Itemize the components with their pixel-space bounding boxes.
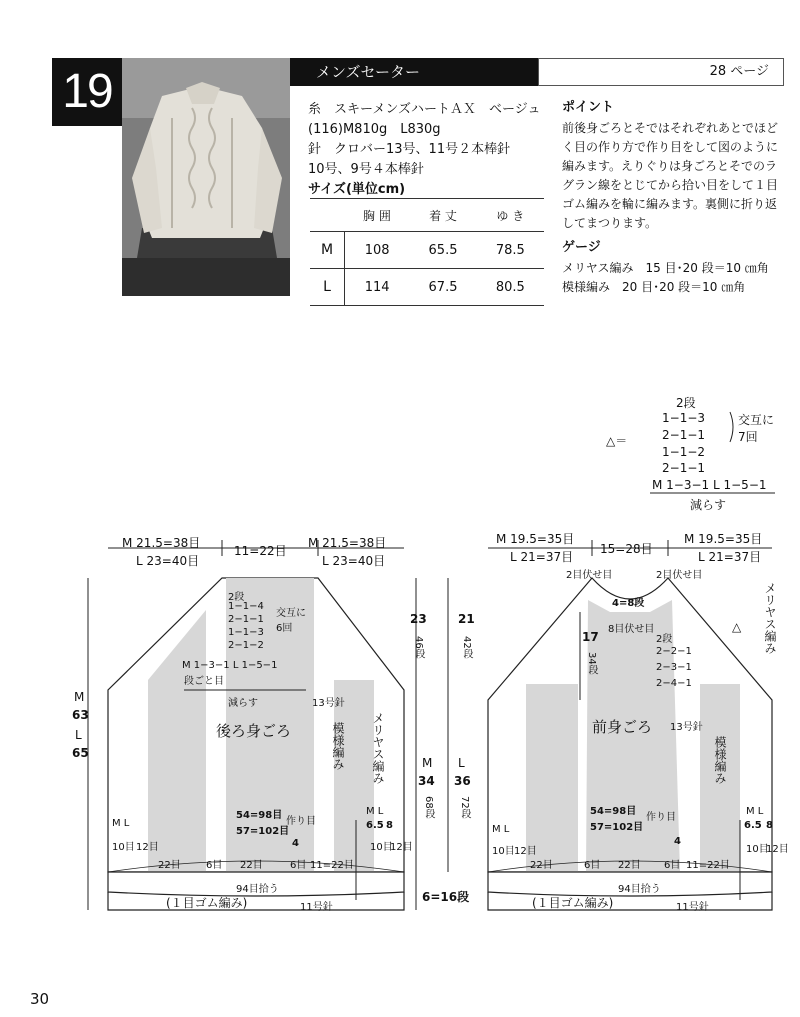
back-left-side-st: 12目 [136,842,159,853]
front-left-side-label: M L [492,824,510,835]
size-sleeve: 80.5 [477,269,544,306]
front-neck-dec: 2−4−1 [656,678,692,689]
front-bind-left: 2目伏せ目 [566,570,613,581]
tri-rows: 2段 [676,396,696,410]
back-stockinette-label: メリヤス編み [371,712,385,784]
back-bottom-seg: 6目 [290,860,307,871]
back-dec: 2−1−2 [228,640,264,651]
size-sleeve: 78.5 [477,232,544,269]
back-dec-final: M 1−3−1 L 1−5−1 [182,660,278,671]
back-height-l: L [75,728,82,742]
gauge-pattern: 模様編み 20 目･20 段＝10 ㎝角 [562,280,746,294]
raglan-m: 23 [410,612,427,626]
back-side-m: 6.5 [366,820,384,831]
back-cast-note: 作り目 [286,816,316,827]
size-header-sleeve: ゆ き [477,199,544,232]
back-top-left-m: M 21.5=38目 [122,536,201,550]
size-chest: 114 [345,269,410,306]
yarn-line: 糸 スキーメンズハートＡＸ ベージュ [308,102,541,117]
raglan-l: 21 [458,612,475,626]
front-needle-11: 11号針 [676,902,709,913]
front-rib-label: (１目ゴム編み) [532,896,614,910]
back-height-m-val: 63 [72,708,89,722]
front-side-m: 6.5 [744,820,762,831]
front-body-title: 前身ごろ [592,718,653,736]
size-length: 67.5 [409,269,476,306]
front-cast-l: 57=102目 [590,822,644,833]
size-label: サイズ(単位cm) [308,182,406,197]
front-bind-right: 2目伏せ目 [656,570,703,581]
front-bottom-seg: 11=22目 [686,860,730,871]
page-reference: 28 ページ [538,58,784,86]
tri-step: 2−1−1 [662,428,706,442]
raglan-l-rows: 42段 [461,636,472,659]
back-pick-up: 94目拾う [236,884,279,895]
triangle-symbol: △＝ [606,434,628,448]
back-top-center: 11=22目 [234,544,287,558]
page-number: 30 [30,990,50,1008]
back-dec-decrease: 減らす [228,698,258,709]
front-cast-note: 作り目 [646,812,676,823]
back-top-right-l: L 23=40目 [322,554,386,568]
tri-step: 1−1−2 [662,445,706,459]
back-pattern-label: 模様編み [331,722,345,770]
back-rib-label: (１目ゴム編み) [166,896,248,910]
back-dec-rows: 段ごと目 [184,676,224,687]
front-side-l: 8 [766,820,773,831]
body-l-label: L [458,756,465,770]
front-bottom-seg: 6目 [584,860,601,871]
back-top-right-m: M 21.5=38目 [308,536,387,550]
body-l: 36 [454,774,471,788]
size-name: M [310,232,345,269]
body-m-label: M [422,756,433,770]
point-line: く目の作り方で作り目をして図のように [562,140,779,154]
tri-step: 1−1−3 [662,411,706,425]
front-pattern-label: 模様編み [713,736,727,784]
front-bottom-seg: 22目 [618,860,641,871]
back-right-side-st: 12目 [390,842,413,853]
back-height-m: M [74,690,85,704]
back-dec: 2−1−1 [228,614,264,625]
back-side-l: 8 [386,820,393,831]
back-cast-m: 54=98目 [236,810,283,821]
tri-final: M 1−3−1 L 1−5−1 [652,478,767,492]
back-left-side-st: 10目 [112,842,135,853]
front-triangle: △ [732,620,742,634]
point-line: 前後身ごろとそではそれぞれあとでほど [562,121,779,135]
tri-decrease: 減らす [690,498,727,512]
size-chest: 108 [345,232,410,269]
back-mid-4: 4 [292,838,299,849]
back-needle-13: 13号針 [312,698,345,709]
front-top-left-l: L 21=37目 [510,550,574,564]
back-side-label: M L [366,806,384,817]
point-line: 編みます。えりぐりは身ごろとそでのラ [562,159,778,173]
body-l-rows: 72段 [459,796,470,819]
back-dec-note: 交互に6回 [276,608,306,634]
front-right-side-st: 10目 [746,844,769,855]
point-line: ゴム編みを輪に編みます。裏側に折り返 [562,197,778,211]
front-needle-13: 13号針 [670,722,703,733]
back-top-left-l: L 23=40目 [136,554,200,568]
back-height-l-val: 65 [72,746,89,760]
point-heading: ポイント [562,100,615,115]
front-neck-dec: 2−3−1 [656,662,692,673]
front-neck-bind: 8目伏せ目 [608,624,655,635]
back-bottom-seg: 6目 [206,860,223,871]
front-top-center: 15=28目 [600,542,653,556]
size-length: 65.5 [409,232,476,269]
front-left-side-st: 10目 [492,846,515,857]
back-dec: 2段 [228,592,245,603]
tri-step: 2−1−1 [662,461,706,475]
front-neck-rows: 4=8段 [612,598,645,609]
back-bottom-seg: 22目 [240,860,263,871]
front-top-right-m: M 19.5=35目 [684,532,763,546]
front-bottom-seg: 6目 [664,860,681,871]
body-m-rows: 68段 [423,796,434,819]
yarn-amount: (116)M810g L830g [308,122,441,137]
front-cast-m: 54=98目 [590,806,637,817]
tri-repeat: 交互に7回 [738,413,775,444]
point-line: してまつります。 [562,216,658,230]
pattern-title: メンズセーター [290,58,538,86]
front-top-right-l: L 21=37目 [698,550,762,564]
back-cast-l: 57=102目 [236,826,290,837]
front-neck-depth: 17 [582,630,599,644]
front-mid-4: 4 [674,836,681,847]
gauge-stockinette: メリヤス編み 15 目･20 段＝10 ㎝角 [562,261,769,275]
pattern-number: 19 [52,58,122,126]
front-pick-up: 94目拾う [618,884,661,895]
back-right-side-st: 10目 [370,842,393,853]
size-name: L [310,269,345,306]
front-neck-dec: 2−2−1 [656,646,692,657]
needles-line-1: 針 クロバー13号、11号２本棒針 [308,142,511,157]
raglan-m-rows: 46段 [413,636,424,659]
back-needle-11: 11号針 [300,902,333,913]
back-dec: 1−1−3 [228,627,264,638]
needles-line-2: 10号、9号４本棒針 [308,162,424,177]
front-bottom-seg: 22目 [530,860,553,871]
back-body-title: 後ろ身ごろ [216,722,292,740]
rib-rows: 6=16段 [422,890,470,904]
back-bottom-seg: 22目 [158,860,181,871]
front-top-left-m: M 19.5=35目 [496,532,575,546]
front-side-label: M L [746,806,764,817]
back-left-side-label: M L [112,818,130,829]
gauge-heading: ゲージ [562,240,601,255]
back-dec: 1−1−4 [228,601,264,612]
front-right-side-st: 12目 [766,844,789,855]
front-neck-dec: 2段 [656,634,673,645]
size-header-length: 着 丈 [409,199,476,232]
back-bottom-seg: 11=22目 [310,860,354,871]
body-m: 34 [418,774,435,788]
front-stockinette-label: メリヤス編み [763,582,777,654]
size-header-chest: 胸 囲 [345,199,410,232]
point-line: グラン線をとじてから拾い目をして１目 [562,178,779,192]
front-neck-depth-rows: 34段 [586,652,597,675]
front-left-side-st: 12目 [514,846,537,857]
